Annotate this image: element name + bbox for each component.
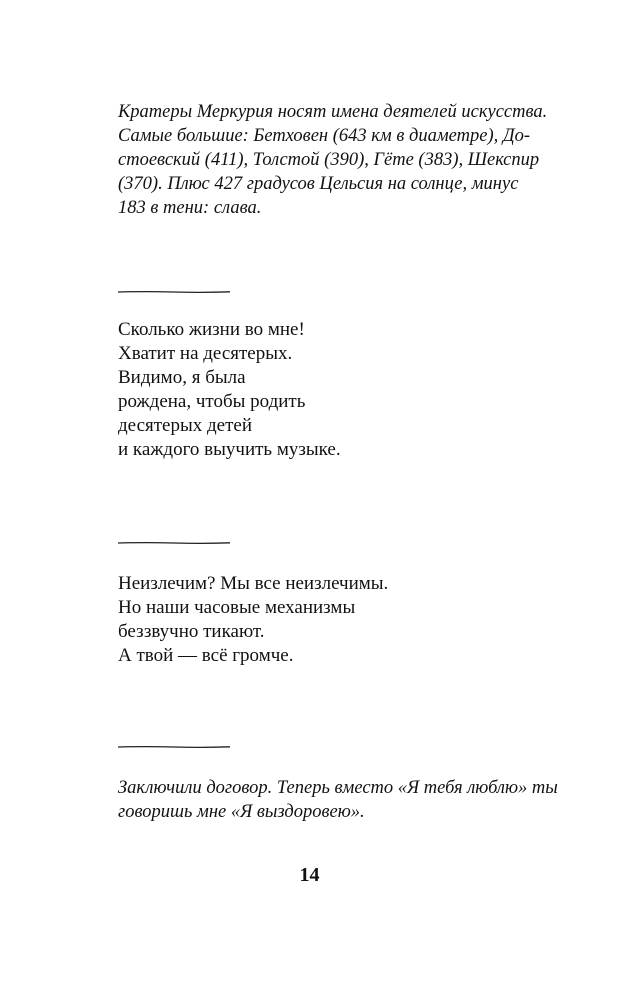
poem-so-much-life	[118, 318, 558, 462]
text-line: Самые большие: Бетховен (643 км в диаметре), До-	[118, 126, 531, 146]
poem-line: беззвучно тикают.	[118, 621, 265, 642]
poem-incurable	[118, 572, 558, 668]
poem-line: рождена, чтобы родить	[118, 391, 306, 412]
poem-line: Но наши часовые механизмы	[118, 597, 356, 618]
text-line: (370). Плюс 427 градусов Цельсия на солнце, минус	[118, 174, 519, 194]
text-line: Заключили договор. Теперь вместо «Я тебя люблю» ты	[118, 778, 558, 798]
text-line: говоришь мне «Я выздоровею».	[118, 802, 365, 822]
poem-line: Сколько жизни во мне!	[118, 319, 305, 340]
text-line: Кратеры Меркурия носят имена деятелей искусства.	[118, 102, 548, 122]
section-divider	[118, 745, 230, 747]
prose-agreement	[118, 776, 558, 824]
prose-mercury-craters	[118, 100, 558, 220]
poem-line: Неизлечим? Мы все неизлечимы.	[118, 573, 389, 594]
poem-line: и каждого выучить музыке.	[118, 439, 341, 460]
text-line: 183 в тени: слава.	[118, 198, 262, 218]
section-divider	[118, 541, 230, 543]
text-line: стоевский (411), Толстой (390), Гёте (383), Шекспир	[118, 150, 540, 170]
poem-line: Хватит на десятерых.	[118, 343, 293, 364]
section-divider	[118, 290, 230, 292]
poem-line: Видимо, я была	[118, 367, 246, 388]
poem-line: А твой — всё громче.	[118, 645, 294, 666]
page-number: 14	[299, 864, 320, 886]
poem-line: десятерых детей	[118, 415, 253, 436]
